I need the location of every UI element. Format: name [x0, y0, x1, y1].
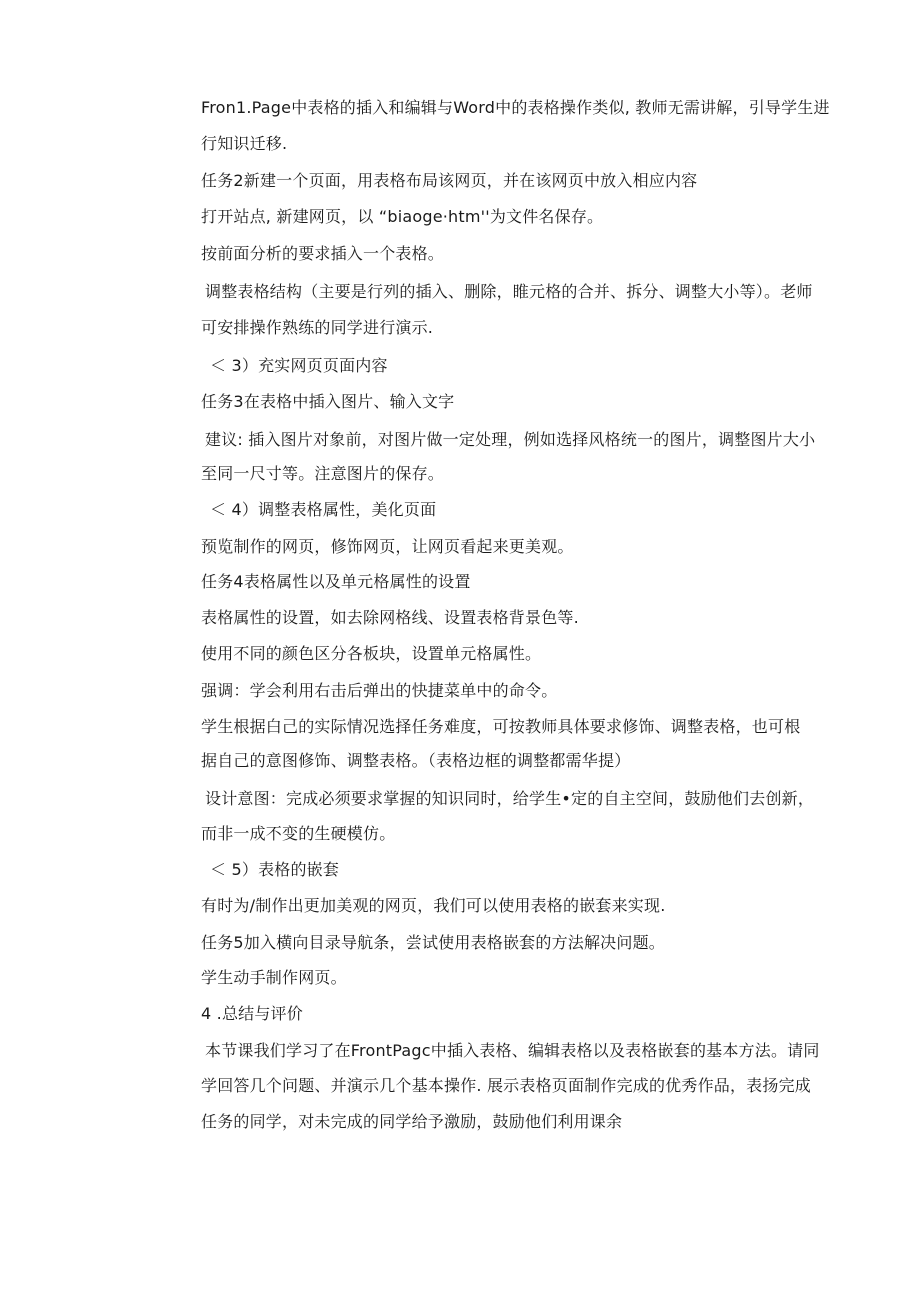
section-heading: ＜ 5）表格的嵌套	[210, 860, 340, 879]
text-line: 预览制作的网页，修饰网页，让网页看起来更美观。	[201, 537, 574, 556]
text-line: 任务5加入横向目录导航条，尝试使用表格嵌套的方法解决问题。	[201, 933, 665, 952]
text-line: 按前面分析的要求插入一个表格。	[201, 244, 445, 263]
text-line: 任务3在表格中插入图片、输入文字	[201, 392, 455, 411]
text-line: 任务4表格属性以及单元格属性的设置	[201, 572, 471, 591]
section-heading: ＜ 4）调整表格属性，美化页面	[210, 500, 437, 519]
text-line: 据自己的意图修饰、调整表格。（表格边框的调整都需华提）	[201, 751, 631, 770]
text-line: 建议: 插入图片对象前，对图片做一定处理，例如选择风格统一的图片，调整图片大小	[205, 430, 816, 449]
text-line: 强调：学会利用右击后弹出的快捷菜单中的命令。	[201, 681, 558, 700]
text-line: 学回答几个问题、并演示几个基本操作. 展示表格页面制作完成的优秀作品，表扬完成	[201, 1076, 811, 1095]
text-line: 调整表格结构（主要是行列的插入、删除，睢元格的合并、拆分、调整大小等）。老师	[205, 282, 813, 301]
text-line: 打开站点, 新建网页，以 “biaoge·htm''为文件名保存。	[201, 207, 604, 226]
text-line: 任务2新建一个页面，用表格布局该网页，并在该网页中放入相应内容	[201, 171, 698, 190]
text-line: 表格属性的设置，如去除网格线、设置表格背景色等.	[201, 608, 579, 627]
text-line: 任务的同学，对未完成的同学给予激励，鼓励他们利用课余	[201, 1112, 623, 1131]
text-line: 本节课我们学习了在FrontPagc中插入表格、编辑表格以及表格嵌套的基本方法。请同	[205, 1041, 820, 1060]
section-heading: 4 .总结与评价	[201, 1004, 303, 1023]
text-line: 至同一尺寸等。注意图片的保存。	[201, 464, 445, 483]
text-line: 有时为/制作出更加美观的网页，我们可以使用表格的嵌套来实现.	[201, 896, 666, 915]
text-line: 学生动手制作网页。	[201, 968, 347, 987]
text-line: 设计意图：完成必须要求掌握的知识同时，给学生•定的自主空间，鼓励他们去创新，	[205, 789, 815, 808]
text-line: 学生根据白己的实际情况选择任务难度，可按教师具体要求修饰、调整表格，也可根	[201, 717, 801, 736]
text-line: 可安排操作熟练的同学进行演示.	[201, 318, 434, 337]
text-line: Fron1.Page中表格的插入和编辑与Word中的表格操作类似, 教师无需讲解，引导学生进	[201, 98, 830, 117]
text-line: 使用不同的颜色区分各板块，设置单元格属性。	[201, 644, 542, 663]
text-line: 而非一成不变的生硬模仿。	[201, 824, 396, 843]
text-line: 行知识迁移.	[201, 134, 288, 153]
section-heading: ＜ 3）充实网页页面内容	[210, 356, 388, 375]
